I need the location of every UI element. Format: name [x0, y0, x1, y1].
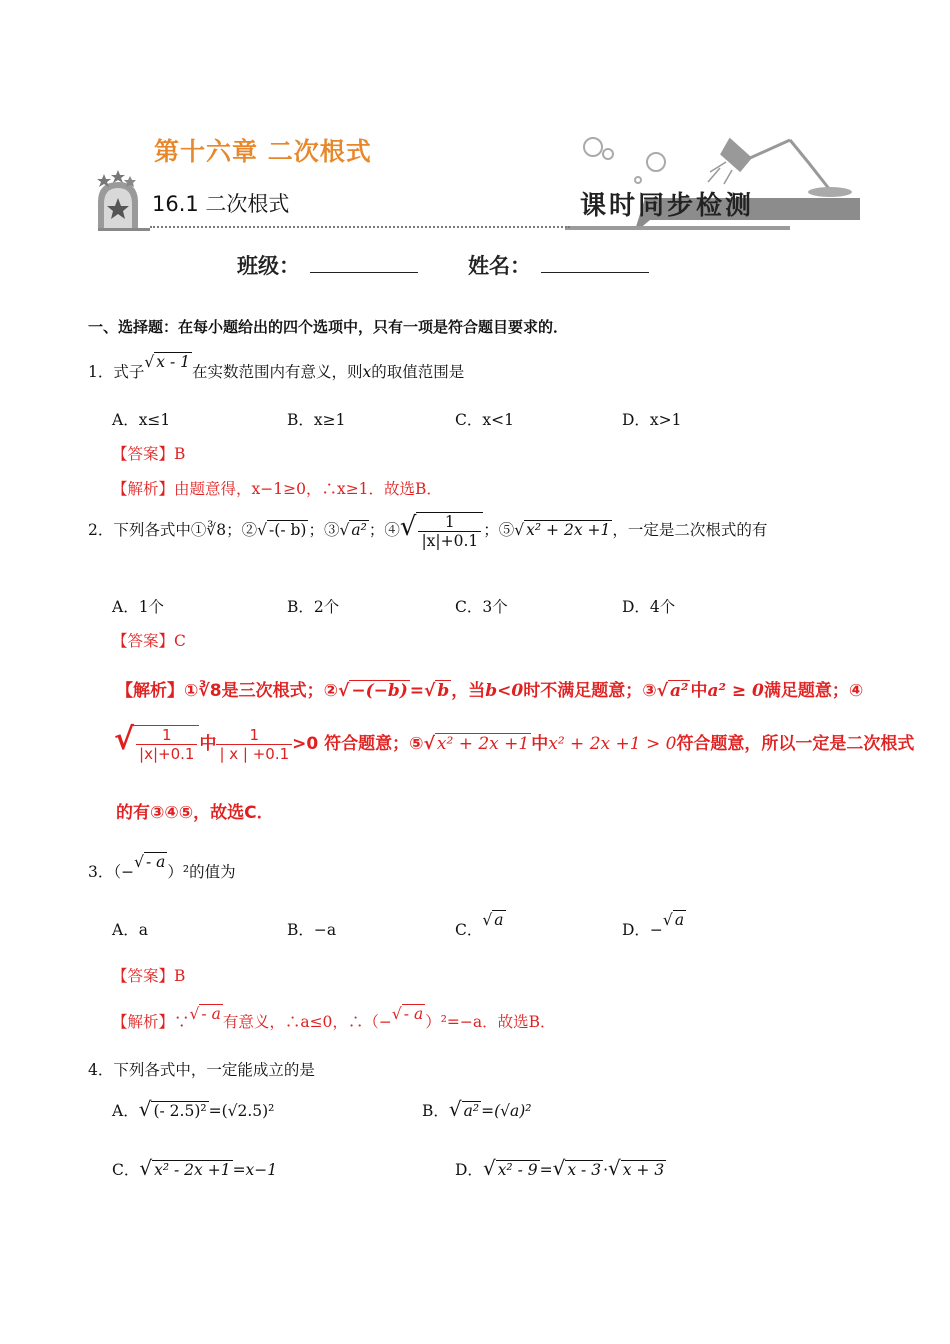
q1-option-a[interactable]: A．x≤1	[112, 411, 171, 429]
class-label: 班级：	[237, 254, 300, 278]
chapter-title: 第十六章 二次根式	[154, 137, 372, 166]
q2-stem: 2．下列各式中①∛8；②√ -(- b) ；③√ a² ；④√ $\frac{1}{|x|+0.1}$ ；⑤√ x² + 2x +1 ，一定是二次根式的有	[88, 512, 768, 550]
q3-option-b[interactable]: B．−a	[287, 921, 337, 939]
name-field	[468, 250, 649, 280]
q3-answer: 【答案】B	[112, 967, 186, 985]
q1-option-d[interactable]: D．x>1	[622, 411, 682, 429]
q3-stem: 3．（−√ - a）²的值为	[88, 853, 236, 881]
q2-option-d[interactable]: D．4个	[622, 598, 676, 616]
name-label: 姓名：	[468, 254, 531, 278]
q2-answer: 【答案】C	[112, 632, 186, 650]
q1-option-b[interactable]: B．x≥1	[287, 411, 346, 429]
part1-heading: 一、选择题：在每小题给出的四个选项中，只有一项是符合题目要求的．	[88, 318, 569, 336]
q3-option-d[interactable]: D．−√ a	[622, 911, 685, 939]
name-blank[interactable]	[541, 254, 649, 273]
q1-analysis: 【解析】由题意得，x−1≥0，∴x≥1．故选B．	[112, 480, 442, 498]
header-divider	[150, 226, 570, 231]
bubble-icon	[584, 138, 665, 183]
q2-option-a[interactable]: A．1个	[112, 598, 165, 616]
q3-option-a[interactable]: A．a	[112, 921, 148, 939]
q4-option-b[interactable]: B．√ a² =(√a)²	[422, 1097, 532, 1121]
q2-option-b[interactable]: B．2个	[287, 598, 340, 616]
q1-option-c[interactable]: C．x<1	[455, 411, 514, 429]
q3-option-c[interactable]: C．√ a	[455, 911, 504, 939]
class-blank[interactable]	[310, 254, 418, 273]
q4-option-a[interactable]: A．√ (- 2.5)² =(√2.5)²	[112, 1097, 275, 1121]
star-badge-icon	[97, 170, 138, 230]
section-title: 16.1 二次根式	[152, 192, 290, 216]
q2-analysis-line3: 的有③④⑤，故选C．	[116, 803, 274, 823]
q4-stem: 4．下列各式中，一定能成立的是	[88, 1061, 315, 1079]
class-field	[237, 250, 418, 280]
q4-option-c[interactable]: C．√ x² - 2x +1 =x−1	[112, 1156, 278, 1180]
q1-stem: 1．式子√ x - 1在实数范围内有意义，则x的取值范围是	[88, 353, 465, 381]
q4-option-d[interactable]: D．√ x² - 9 =√ x - 3 ·√ x + 3	[455, 1156, 665, 1180]
q1-answer: 【答案】B	[112, 445, 186, 463]
q2-analysis-line1: 【解析】①∛8是三次根式；②√ −(−b) =√ b ，当b<0时不满足题意；③√ a² 中a² ≥ 0满足题意；④	[116, 681, 864, 701]
q2-analysis-line2: √ $\frac{1}{|x|+0.1}$ 中 $\frac{1}{| x | +0.1}$ >0 符合题意；⑤√ x² + 2x +1 中x² + 2x +1 > 0符合题意，所以一定是二次根式	[114, 722, 915, 763]
q2-option-c[interactable]: C．3个	[455, 598, 508, 616]
sync-label: 课时同步检测	[580, 191, 755, 221]
q3-analysis: 【解析】∵√ - a 有意义，∴a≤0，∴（−√ - a ）²=−a．故选B．	[112, 1005, 556, 1031]
